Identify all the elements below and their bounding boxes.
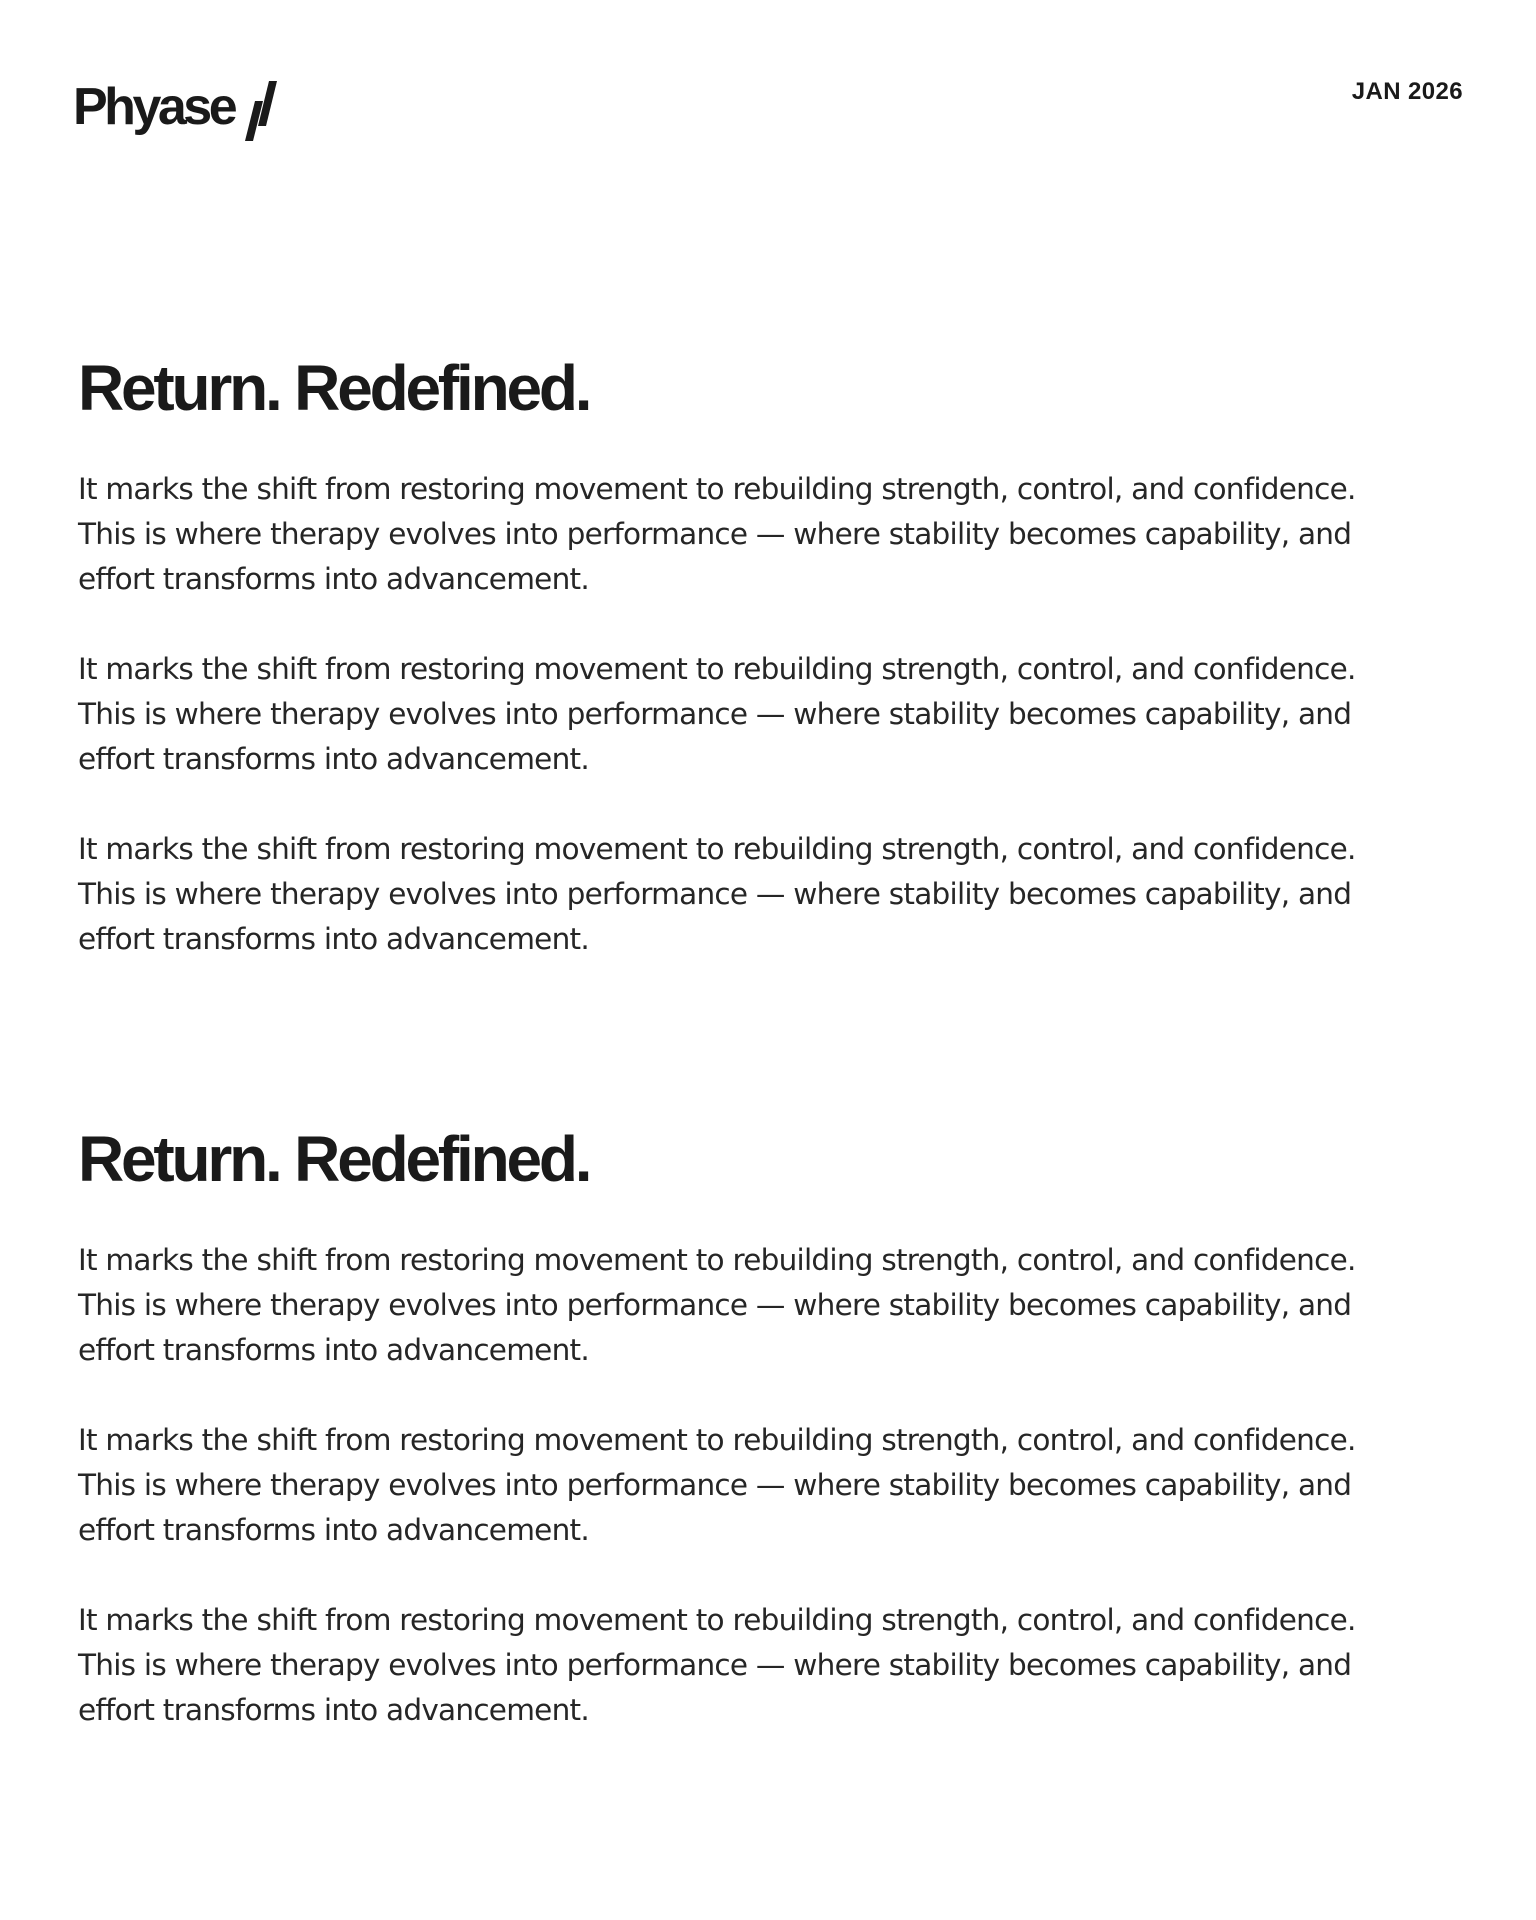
paragraph-line: This is where therapy evolves into performance — where stability becomes capability, and bbox=[78, 1288, 1352, 1322]
paragraph-line: This is where therapy evolves into performance — where stability becomes capability, and bbox=[78, 517, 1352, 551]
paragraph-line: It marks the shift from restoring movement to rebuilding strength, control, and confidence. bbox=[78, 472, 1356, 506]
content-section-2 bbox=[78, 1121, 1478, 1733]
document-date: JAN 2026 bbox=[1351, 78, 1463, 105]
paragraph-line: effort transforms into advancement. bbox=[78, 562, 589, 596]
paragraph-line: It marks the shift from restoring movement to rebuilding strength, control, and confidence. bbox=[78, 1243, 1356, 1277]
paragraph-line: It marks the shift from restoring movement to rebuilding strength, control, and confidence. bbox=[78, 1423, 1356, 1457]
paragraph-line: effort transforms into advancement. bbox=[78, 742, 589, 776]
section-heading: Return. Redefined. bbox=[78, 1123, 590, 1195]
body-paragraph bbox=[78, 467, 1478, 602]
paragraph-line: It marks the shift from restoring movement to rebuilding strength, control, and confidence. bbox=[78, 1603, 1356, 1637]
paragraph-line: This is where therapy evolves into performance — where stability becomes capability, and bbox=[78, 697, 1352, 731]
body-paragraph bbox=[78, 1598, 1478, 1733]
section-heading: Return. Redefined. bbox=[78, 352, 590, 424]
paragraph-line: This is where therapy evolves into performance — where stability becomes capability, and bbox=[78, 1468, 1352, 1502]
paragraph-line: This is where therapy evolves into performance — where stability becomes capability, and bbox=[78, 877, 1352, 911]
brand-logo bbox=[73, 76, 282, 146]
paragraph-line: effort transforms into advancement. bbox=[78, 1693, 589, 1727]
paragraph-line: effort transforms into advancement. bbox=[78, 1513, 589, 1547]
paragraph-line: effort transforms into advancement. bbox=[78, 1333, 589, 1367]
paragraph-line: effort transforms into advancement. bbox=[78, 922, 589, 956]
content-section-1 bbox=[78, 350, 1478, 962]
paragraph-line: This is where therapy evolves into performance — where stability becomes capability, and bbox=[78, 1648, 1352, 1682]
body-paragraph bbox=[78, 827, 1478, 962]
brand-logo-wordmark: Phyase bbox=[73, 78, 235, 136]
page-header bbox=[0, 0, 1536, 160]
body-paragraph bbox=[78, 1418, 1478, 1553]
body-paragraph bbox=[78, 647, 1478, 782]
body-paragraph bbox=[78, 1238, 1478, 1373]
paragraph-line: It marks the shift from restoring movement to rebuilding strength, control, and confidence. bbox=[78, 832, 1356, 866]
paragraph-line: It marks the shift from restoring movement to rebuilding strength, control, and confidence. bbox=[78, 652, 1356, 686]
double-slash-logo-icon bbox=[240, 79, 282, 145]
